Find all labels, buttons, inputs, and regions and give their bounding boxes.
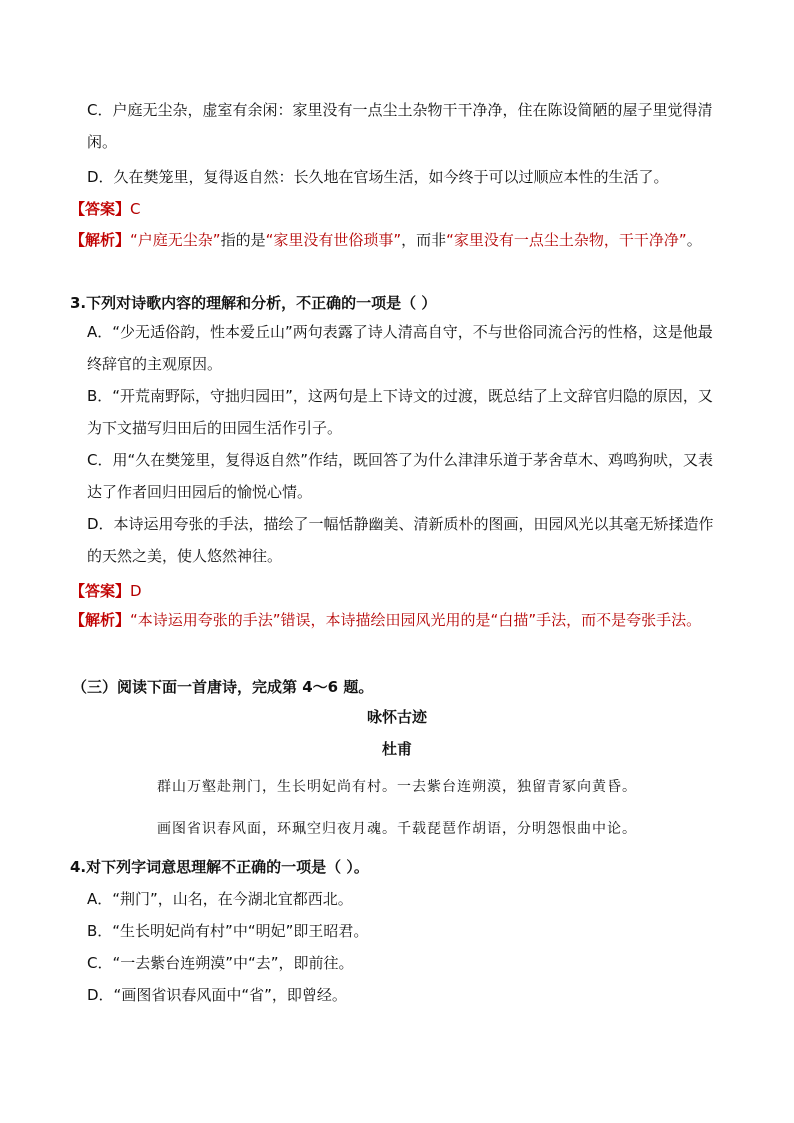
q2-option-c: C．户庭无尘杂，虚室有余闲：家里没有一点尘土杂物干干净净，住在陈设简陋的屋子里觉得清闲。 bbox=[87, 101, 713, 151]
analysis-text: “家里没有世俗琐事” bbox=[265, 231, 402, 249]
analysis-text: ，而非 bbox=[401, 231, 447, 249]
poem-line-2: 画图省识春风面，环珮空归夜月魂。千载琵琶作胡语，分明怨恨曲中论。 bbox=[157, 821, 637, 837]
q4-stem: 4.对下列字词意思理解不正确的一项是（ ）。 bbox=[70, 858, 369, 876]
q3-option-c: C．用“久在樊笼里，复得返自然”作结，既回答了为什么津津乐道于茅舍草木、鸡鸣狗吠，又表达了作者回归田园后的愉悦心情。 bbox=[87, 451, 714, 501]
q2-answer bbox=[70, 198, 730, 219]
q3-option-b: B．“开荒南野际，守拙归园田”，这两句是上下诗文的过渡，既总结了上文辞官归隐的原因，又为下文描写归田后的田园生活作引子。 bbox=[87, 387, 713, 437]
q3-option-a: A．“少无适俗韵，性本爱丘山”两句表露了诗人清高自守，不与世俗同流合污的性格，这是他最终辞官的主观原因。 bbox=[87, 323, 713, 373]
analysis-text: 指的是 bbox=[220, 231, 266, 249]
analysis-text: 。 bbox=[686, 231, 702, 249]
analysis-text: “户庭无尘杂” bbox=[130, 231, 221, 249]
q4-option-a: A．“荆门”，山名，在今湖北宜都西北。 bbox=[87, 890, 353, 908]
poem-title: 咏怀古迹 bbox=[366, 708, 427, 726]
answer-value: C bbox=[130, 200, 141, 218]
q4-option-b: B．“生长明妃尚有村”中“明妃”即王昭君。 bbox=[87, 922, 369, 940]
answer-tag: 【答案】 bbox=[70, 582, 131, 600]
q2-analysis bbox=[70, 224, 730, 256]
analysis-text: “家里没有一点尘土杂物，干干净净” bbox=[446, 231, 687, 249]
poem-author: 杜甫 bbox=[381, 740, 412, 758]
analysis-tag: 【解析】 bbox=[70, 231, 131, 249]
analysis-tag: 【解析】 bbox=[70, 611, 131, 629]
q4-option-c: C．“一去紫台连朔漠”中“去”，即前往。 bbox=[87, 954, 354, 972]
analysis-text: “本诗运用夸张的手法”错误，本诗描绘田园风光用的是“白描”手法，而不是夸张手法。 bbox=[130, 611, 702, 629]
answer-value: D bbox=[130, 582, 142, 600]
answer-tag: 【答案】 bbox=[70, 200, 131, 218]
poem-line-1: 群山万壑赴荆门，生长明妃尚有村。一去紫台连朔漠，独留青冢向黄昏。 bbox=[157, 779, 637, 795]
q2-option-d: D．久在樊笼里，复得返自然：长久地在官场生活，如今终于可以过顺应本性的生活了。 bbox=[87, 168, 669, 186]
q3-stem: 3.下列对诗歌内容的理解和分析，不正确的一项是（ ） bbox=[70, 294, 437, 312]
q4-option-d: D．“画图省识春风面中“省”，即曾经。 bbox=[87, 986, 347, 1004]
q3-answer bbox=[70, 580, 730, 601]
section-heading: （三）阅读下面一首唐诗，完成第 4～6 题。 bbox=[72, 678, 374, 696]
q3-option-d: D．本诗运用夸张的手法，描绘了一幅恬静幽美、清新质朴的图画，田园风光以其毫无矫揉造作的天然之美，使人悠然神往。 bbox=[87, 515, 714, 565]
q3-analysis bbox=[70, 604, 730, 636]
